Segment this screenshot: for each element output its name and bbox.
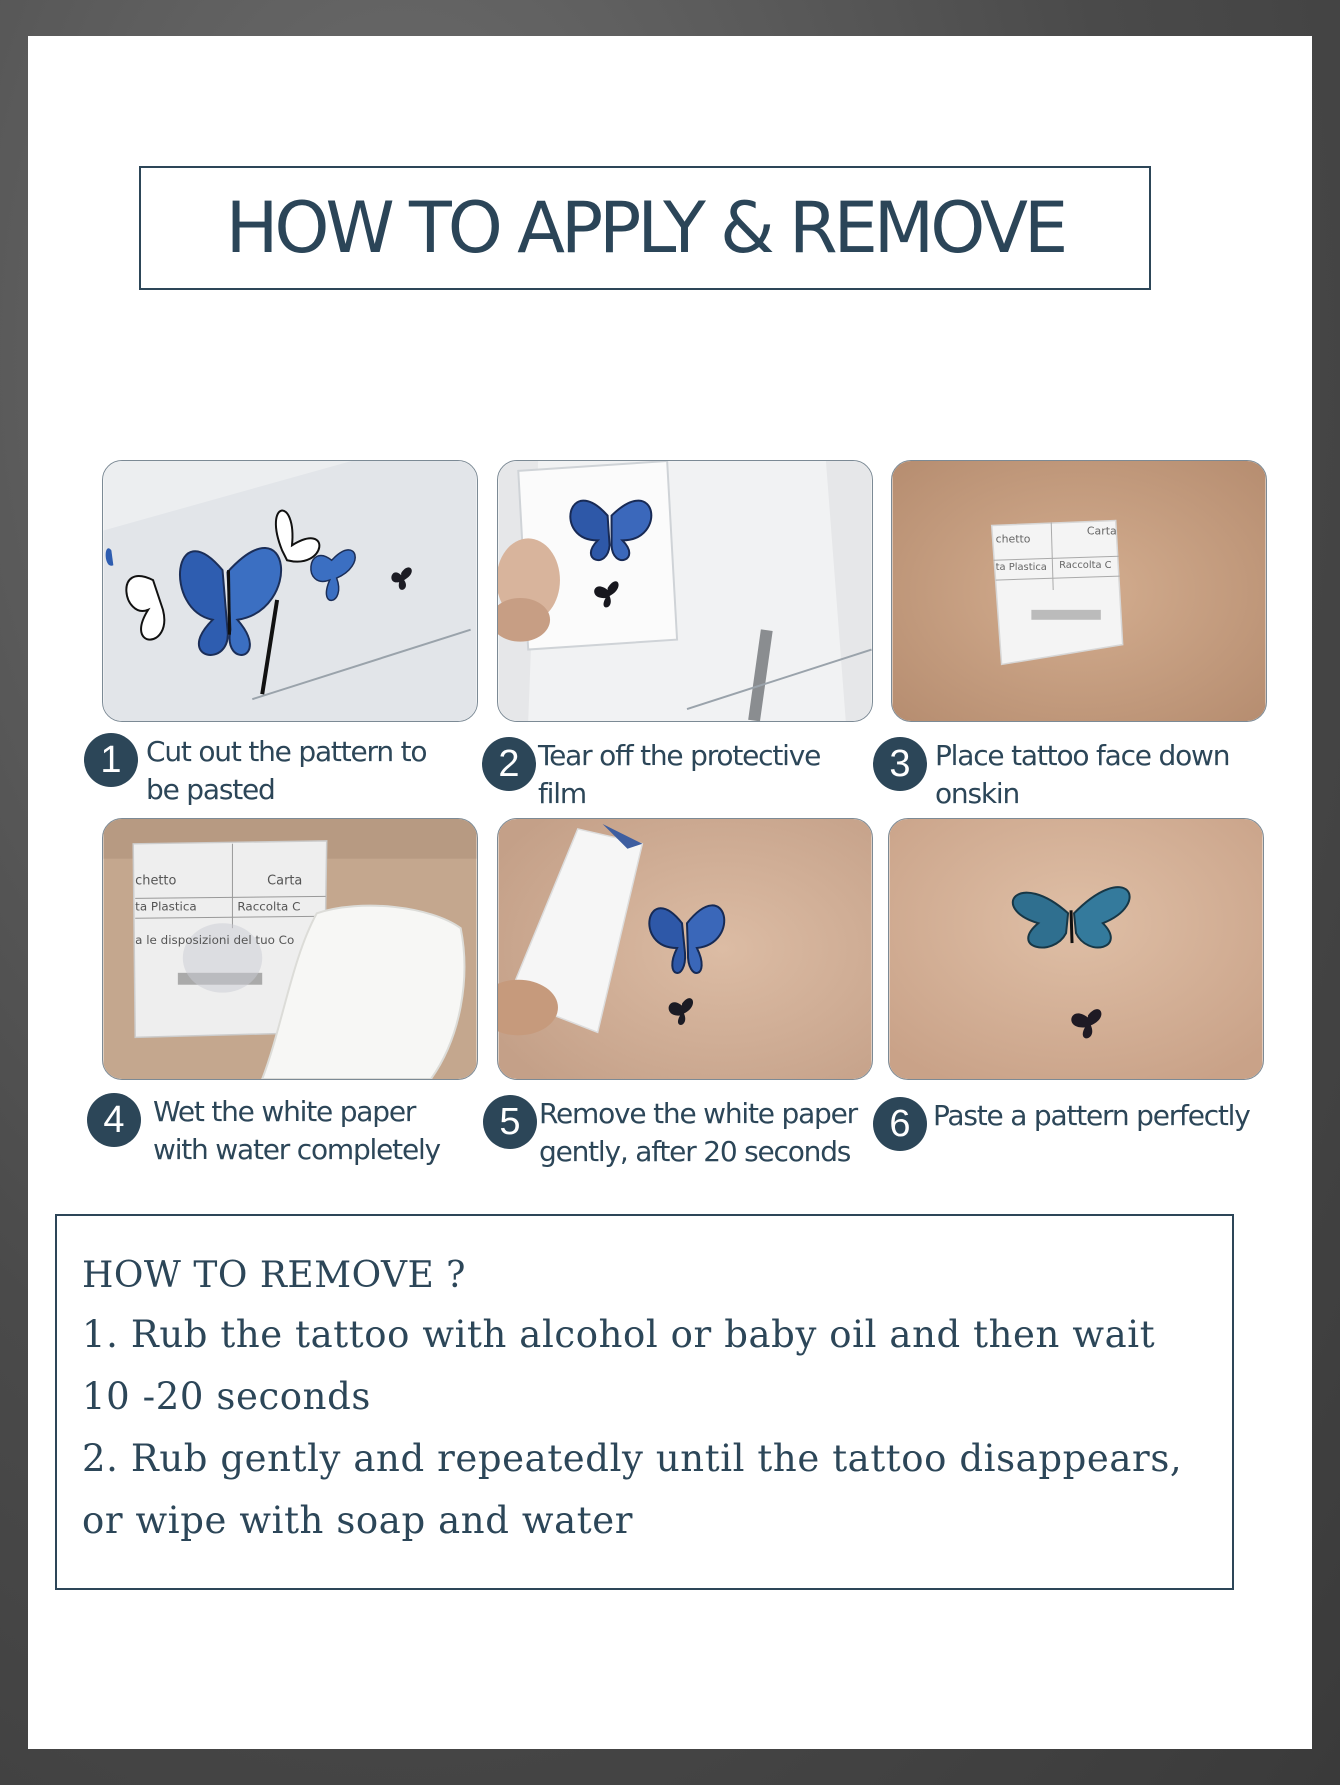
- step-3-number: 3: [873, 737, 927, 791]
- step-2-photo: [497, 460, 873, 722]
- step-4-illustration: [103, 819, 477, 1079]
- step-6-number: 6: [873, 1097, 927, 1151]
- step-5-illustration: [498, 819, 872, 1079]
- remove-step-2: 2. Rub gently and repeatedly until the tattoo disappears,: [82, 1437, 1183, 1480]
- step-5-text: Remove the white paper gently, after 20 seconds: [539, 1097, 857, 1168]
- page-title: HOW TO APPLY & REMOVE: [225, 187, 1065, 269]
- step-1: [84, 733, 426, 809]
- remove-title: HOW TO REMOVE ?: [82, 1255, 466, 1296]
- label-text-a: chetto: [995, 532, 1031, 546]
- step-4-photo: [102, 818, 478, 1080]
- step-2-text: Tear off the protective film: [538, 739, 821, 810]
- step-5-photo: [497, 818, 873, 1080]
- label-text-f: Raccolta C: [237, 899, 301, 914]
- remove-instructions-box: [55, 1214, 1234, 1590]
- step-3-photo: [891, 460, 1267, 722]
- step-6-photo: [888, 818, 1264, 1080]
- step-4-text: Wet the white paper with water completely: [153, 1095, 440, 1166]
- label-text-f: Raccolta C: [1059, 560, 1112, 572]
- step-1-text: Cut out the pattern to be pasted: [146, 735, 427, 806]
- step-5: [483, 1095, 857, 1171]
- step-1-number: 1: [84, 733, 138, 787]
- label-text-e: ta Plastica: [995, 562, 1047, 574]
- label-text-e: ta Plastica: [135, 899, 197, 914]
- title-box: [139, 166, 1151, 290]
- label-text-a: chetto: [135, 873, 177, 889]
- step-3-illustration: [892, 461, 1266, 721]
- step-5-number: 5: [483, 1095, 537, 1149]
- remove-step-2-continued: or wipe with soap and water: [82, 1499, 634, 1542]
- step-4-number: 4: [87, 1093, 141, 1147]
- step-1-illustration: [103, 461, 477, 721]
- remove-step-1: 1. Rub the tattoo with alcohol or baby oil and then wait: [82, 1313, 1156, 1356]
- step-3-text: Place tattoo face down onskin: [935, 739, 1230, 810]
- step-2: [482, 737, 820, 813]
- step-1-photo: [102, 460, 478, 722]
- step-2-number: 2: [482, 737, 536, 791]
- step-2-illustration: [498, 461, 872, 721]
- step-4: [87, 1093, 440, 1169]
- label-text-b: Carta: [1086, 524, 1117, 538]
- step-6-text: Paste a pattern perfectly: [933, 1099, 1250, 1132]
- step-6-illustration: [889, 819, 1263, 1079]
- step-6: [873, 1097, 1250, 1151]
- label-text-g: a le disposizioni del tuo Co: [135, 933, 295, 948]
- step-3: [873, 737, 1229, 813]
- remove-step-1-continued: 10 -20 seconds: [82, 1375, 371, 1418]
- label-text-b: Carta: [267, 873, 303, 889]
